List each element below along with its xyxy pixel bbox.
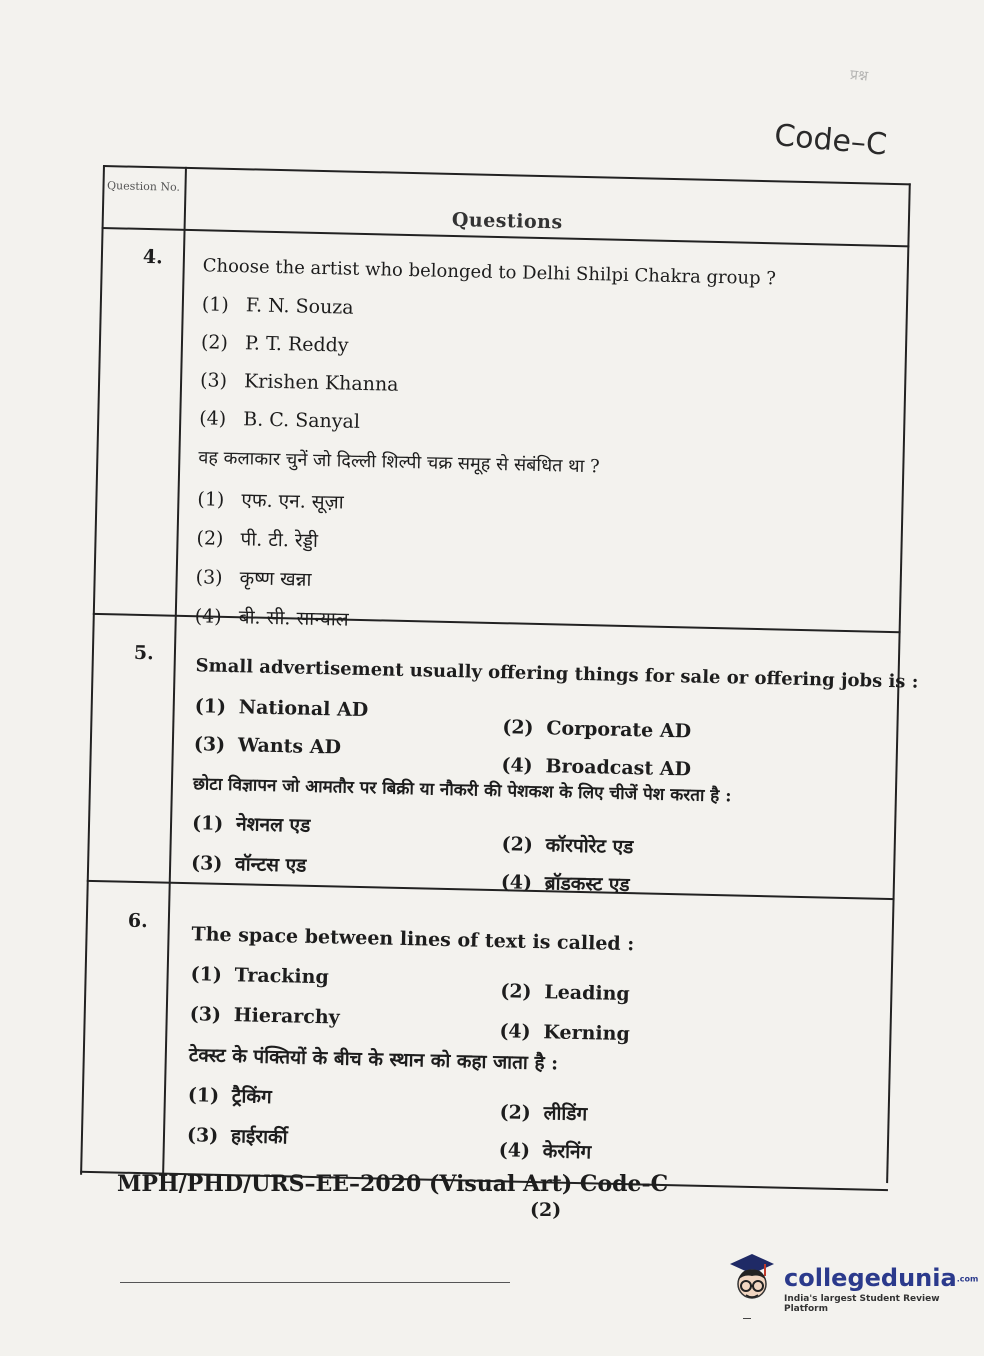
- exam-code-footer: MPH/PHD/URS–EE–2020 (Visual Art) Code-C: [117, 1171, 669, 1197]
- option-hi: (4) ब्रॉडकस्ट एड: [500, 871, 630, 897]
- question-text-hi: वह कलाकार चुनें जो दिल्ली शिल्पी चक्र समूह से संबंधित था ?: [198, 447, 600, 478]
- option-hi: (3) कृष्ण खन्ना: [195, 566, 312, 591]
- option-hi: (4) केरनिंग: [498, 1139, 592, 1164]
- option-hi: (4) बी. सी. सान्याल: [194, 605, 349, 631]
- question-text-en: Choose the artist who belonged to Delhi Shilpi Chakra group ?: [202, 255, 777, 290]
- table-top-border: [103, 165, 911, 185]
- option-hi: (1) नेशनल एड: [191, 812, 311, 837]
- column-header-no: Question No.: [106, 179, 181, 194]
- option-en: (3) Krishen Khanna: [199, 369, 399, 396]
- option-en: (1) Tracking: [190, 963, 330, 989]
- question-number: 4.: [142, 245, 164, 269]
- option-en: (3) Hierarchy: [189, 1003, 340, 1029]
- code-label: Code–C: [772, 118, 889, 163]
- stamp-mark: प्रश्न: [849, 66, 869, 85]
- collegedunia-logo: [724, 1250, 979, 1314]
- option-hi: (3) हाईरार्की: [186, 1124, 288, 1149]
- option-hi: (2) लीडिंग: [499, 1101, 588, 1126]
- option-hi: (1) एफ. एन. सूज़ा: [197, 488, 344, 514]
- bottom-rule: [120, 1282, 510, 1283]
- column-header-questions: Questions: [451, 208, 563, 234]
- option-hi: (3) वॉन्टस एड: [190, 852, 307, 877]
- question-text-hi: टेक्स्ट के पंक्तियों के बीच के स्थान को कहा जाता है :: [188, 1044, 559, 1075]
- question-number: 5.: [133, 641, 155, 665]
- row-divider-5-6: [87, 880, 895, 900]
- question-text-en: The space between lines of text is called :: [191, 923, 635, 956]
- question-text-en: Small advertisement usually offering things for sale or offering jobs is :: [195, 655, 919, 693]
- student-mascot-icon: [724, 1250, 780, 1310]
- option-en: (4) Kerning: [499, 1020, 630, 1046]
- option-en: (2) Corporate AD: [502, 716, 692, 743]
- option-en: (4) B. C. Sanyal: [199, 407, 361, 433]
- question-text-hi: छोटा विज्ञापन जो आमतौर पर बिक्री या नौकरी की पेशकश के लिए चीजें पेश करता है :: [192, 774, 732, 807]
- logo-wordmark: collegedunia.com: [784, 1264, 979, 1292]
- option-en: (4) Broadcast AD: [501, 754, 692, 781]
- scan-mark: [743, 1318, 751, 1319]
- option-en: (3) Wants AD: [193, 733, 342, 759]
- option-en: (2) P. T. Reddy: [200, 331, 349, 357]
- option-en: (1) National AD: [194, 695, 369, 722]
- question-table: [80, 165, 919, 1193]
- option-en: (1) F. N. Souza: [201, 293, 354, 319]
- option-hi: (2) पी. टी. रेड्डी: [196, 527, 319, 552]
- question-number: 6.: [127, 909, 148, 933]
- table-left-border: [80, 165, 105, 1175]
- logo-tagline: India's largest Student Review Platform: [784, 1294, 940, 1314]
- option-en: (2) Leading: [500, 980, 630, 1006]
- option-hi: (2) कॉरपोरेट एड: [501, 833, 634, 859]
- column-divider: [162, 167, 187, 1177]
- page-number: (2): [530, 1199, 562, 1221]
- option-hi: (1) ट्रैकिंग: [187, 1084, 272, 1109]
